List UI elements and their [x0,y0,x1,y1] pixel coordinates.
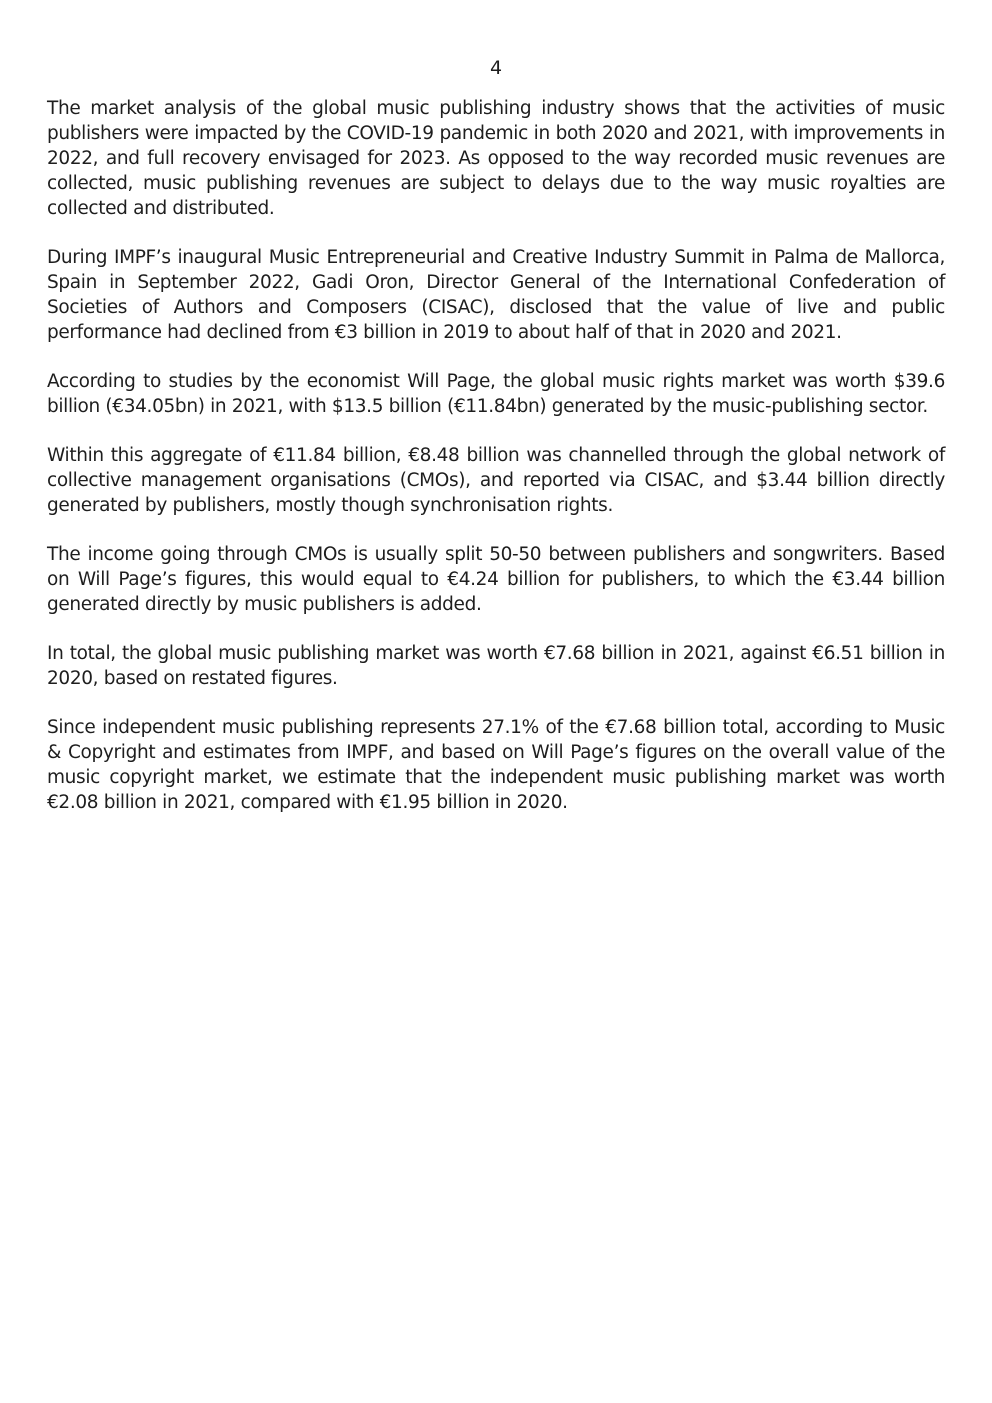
page-number: 4 [489,57,503,79]
paragraph-impf-summit: During IMPF’s inaugural Music Entrepreneurial and Creative Industry Summit in Palma de Mallorca, Spain in September 2022, Gadi Oron, Director General of the International Confederation of Societies of Authors and Composers (CISAC), disclosed that the value of live and public performance had declined from €3 billion in 2019 to about half of that in 2020 and 2021. [47,247,945,343]
paragraph-cmo-aggregate: Within this aggregate of €11.84 billion, €8.48 billion was channelled through the global network of collective management organisations (CMOs), and reported via CISAC, and $3.44 billion directly generated by publishers, mostly though synchronisation rights. [47,445,945,516]
body-text [47,96,945,839]
paragraph-income-split: The income going through CMOs is usually split 50-50 between publishers and songwriters. Based on Will Page’s figures, this would equal to €4.24 billion for publishers, to which the €3.44 billion generated directly by music publishers is added. [47,544,945,615]
paragraph-global-rights-market: According to studies by the economist Will Page, the global music rights market was worth $39.6 billion (€34.05bn) in 2021, with $13.5 billion (€11.84bn) generated by the music-publishing sector. [47,371,945,417]
paragraph-covid-impact: The market analysis of the global music publishing industry shows that the activities of music publishers were impacted by the COVID-19 pandemic in both 2020 and 2021, with improvements in 2022, and full recovery envisaged for 2023. As opposed to the way recorded music revenues are collected, music publishing revenues are subject to delays due to the way music royalties are collected and distributed. [47,98,945,219]
paragraph-market-total: In total, the global music publishing market was worth €7.68 billion in 2021, against €6.51 billion in 2020, based on restated figures. [47,643,945,689]
paragraph-independent-estimate: Since independent music publishing represents 27.1% of the €7.68 billion total, according to Music & Copyright and estimates from IMPF, and based on Will Page’s figures on the overall value of the music copyright market, we estimate that the independent music publishing market was worth €2.08 billion in 2021, compared with €1.95 billion in 2020. [47,717,945,813]
